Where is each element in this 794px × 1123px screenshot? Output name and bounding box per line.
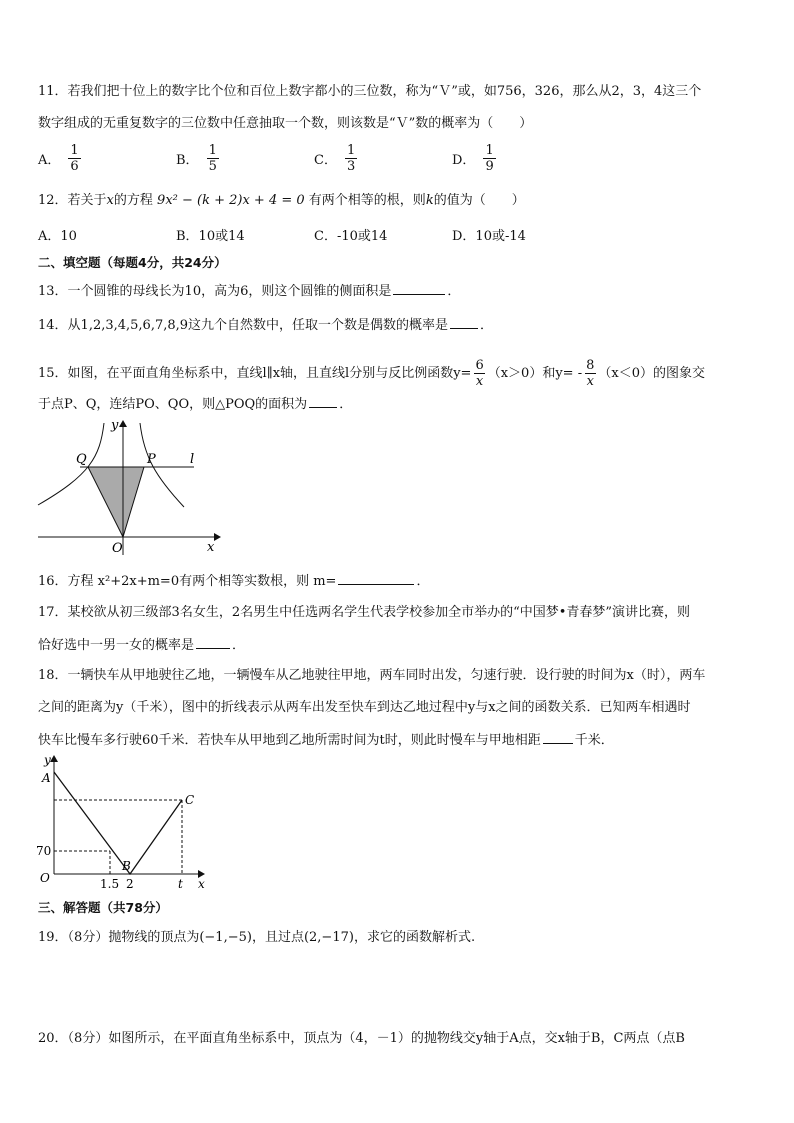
passing-point: (2,−17) <box>303 930 354 945</box>
q20-line1: 20．（8分）如图所示，在平面直角坐标系中，顶点为（4，－1）的抛物线交y轴于A点，交x轴于B，C两点（点B <box>38 1031 685 1046</box>
answer-blank[interactable] <box>393 282 445 295</box>
answer-blank[interactable] <box>196 636 230 649</box>
label-origin: O <box>40 871 50 885</box>
fraction: $\frac{1}{3}$ <box>346 142 356 174</box>
label-x: x <box>207 540 215 555</box>
label-c: C <box>185 793 195 807</box>
q16: 16．方程 x²+2x+m=0有两个相等实数根，则 m= ． <box>38 574 430 589</box>
fraction: $\frac{8}{x}$ <box>586 358 595 389</box>
section-title-solve: 三、解答题（共78分） <box>38 900 168 915</box>
q11-options <box>38 138 762 178</box>
q18-line2: 之间的距离为y（千米），图中的折线表示从两车出发至快车到达乙地过程中y与x之间的函数关系．已知两车相遇时 <box>38 700 691 715</box>
q11-option-d[interactable]: D． $\frac{1}{9}$ <box>452 142 494 174</box>
q11-option-b[interactable]: B． $\frac{1}{5}$ <box>176 142 217 174</box>
label-p: P <box>147 452 156 467</box>
q11-line1: 11．若我们把十位上的数字比个位和百位上数字都小的三位数，称为“Ｖ”或，如756，326，那么从2，3，4这三个 <box>38 84 702 99</box>
hyperbola-left <box>38 423 104 505</box>
answer-blank[interactable] <box>309 395 337 408</box>
distance-polyline <box>54 772 182 874</box>
q18-figure <box>32 752 212 894</box>
label-origin: O <box>112 541 123 556</box>
q19: 19．（8分）抛物线的顶点为(−1,−5)，且过点(2,−17)，求它的函数解析式. <box>38 930 476 945</box>
q12-stem: 12．若关于x的方程 9x² − (k + 2)x + 4 = 0 有两个相等的根，则k的值为（ ） <box>38 193 525 208</box>
answer-blank[interactable] <box>543 731 573 744</box>
tick-t: t <box>178 877 183 891</box>
fraction: $\frac{1}{6}$ <box>70 142 79 174</box>
label-70: 70 <box>36 844 52 858</box>
q12-equation: 9x² − (k + 2)x + 4 = 0 <box>157 193 305 208</box>
q11-line2: 数字组成的无重复数字的三位数中任意抽取一个数，则该数是“Ｖ”数的概率为（ ） <box>38 116 533 131</box>
tick-2: 2 <box>126 877 134 891</box>
y-axis-arrow <box>119 420 127 427</box>
label-y: y <box>44 753 51 767</box>
q12-option-b[interactable]: B．10或14 <box>176 229 245 244</box>
q12-option-c[interactable]: C．-10或14 <box>314 229 388 244</box>
label-b: B <box>122 859 131 873</box>
q15-line1: 15．如图，在平面直角坐标系中，直线l∥x轴，且直线l分别与反比例函数y= $\frac{6}{x}$ （x＞0）和y= - $\frac{8}{x}$ （x＜0）的图象交 <box>38 358 705 389</box>
label-y: y <box>111 418 119 433</box>
answer-blank[interactable] <box>450 316 478 329</box>
q15-line2: 于点P、Q，连结PO、QO，则△POQ的面积为 ． <box>38 397 353 412</box>
q11-option-c[interactable]: C． $\frac{1}{3}$ <box>314 142 356 174</box>
x-axis-arrow <box>214 533 221 541</box>
q11-option-a[interactable]: A． $\frac{1}{6}$ <box>38 142 79 174</box>
q12-option-a[interactable]: A．10 <box>38 229 77 244</box>
tick-1-5: 1.5 <box>100 877 120 891</box>
label-l: l <box>190 452 195 467</box>
section-title-fill-blank: 二、填空题（每题4分，共24分） <box>38 255 227 270</box>
q18-line3: 快车比慢车多行驶60千米．若快车从甲地到乙地所需时间为t时，则此时慢车与甲地相距 千米． <box>38 733 614 748</box>
vertex-point: (−1,−5) <box>199 930 252 945</box>
q17-line1: 17．某校欲从初三级部3名女生，2名男生中任选两名学生代表学校参加全市举办的“中国梦•青春梦”演讲比赛，则 <box>38 605 691 620</box>
fraction: $\frac{1}{9}$ <box>485 142 494 174</box>
q18-line1: 18．一辆快车从甲地驶往乙地，一辆慢车从乙地驶往甲地，两车同时出发，匀速行驶．设行驶的时间为x（时），两车 <box>38 668 706 683</box>
q14: 14．从1,2,3,4,5,6,7,8,9这九个自然数中，任取一个数是偶数的概率是 ． <box>38 318 494 333</box>
label-q: Q <box>76 452 87 467</box>
answer-blank[interactable] <box>338 572 414 585</box>
q15-figure <box>34 415 224 560</box>
fraction: $\frac{6}{x}$ <box>475 358 484 389</box>
fraction: $\frac{1}{5}$ <box>208 142 217 174</box>
q12-option-d[interactable]: D．10或-14 <box>452 229 526 244</box>
label-a: A <box>42 771 51 785</box>
y-axis-arrow <box>50 755 58 762</box>
q17-line2: 恰好选中一男一女的概率是 ． <box>38 638 246 653</box>
q13: 13．一个圆锥的母线长为10，高为6，则这个圆锥的侧面积是 ． <box>38 284 461 299</box>
triangle-poq <box>88 467 144 537</box>
label-x: x <box>198 877 205 891</box>
